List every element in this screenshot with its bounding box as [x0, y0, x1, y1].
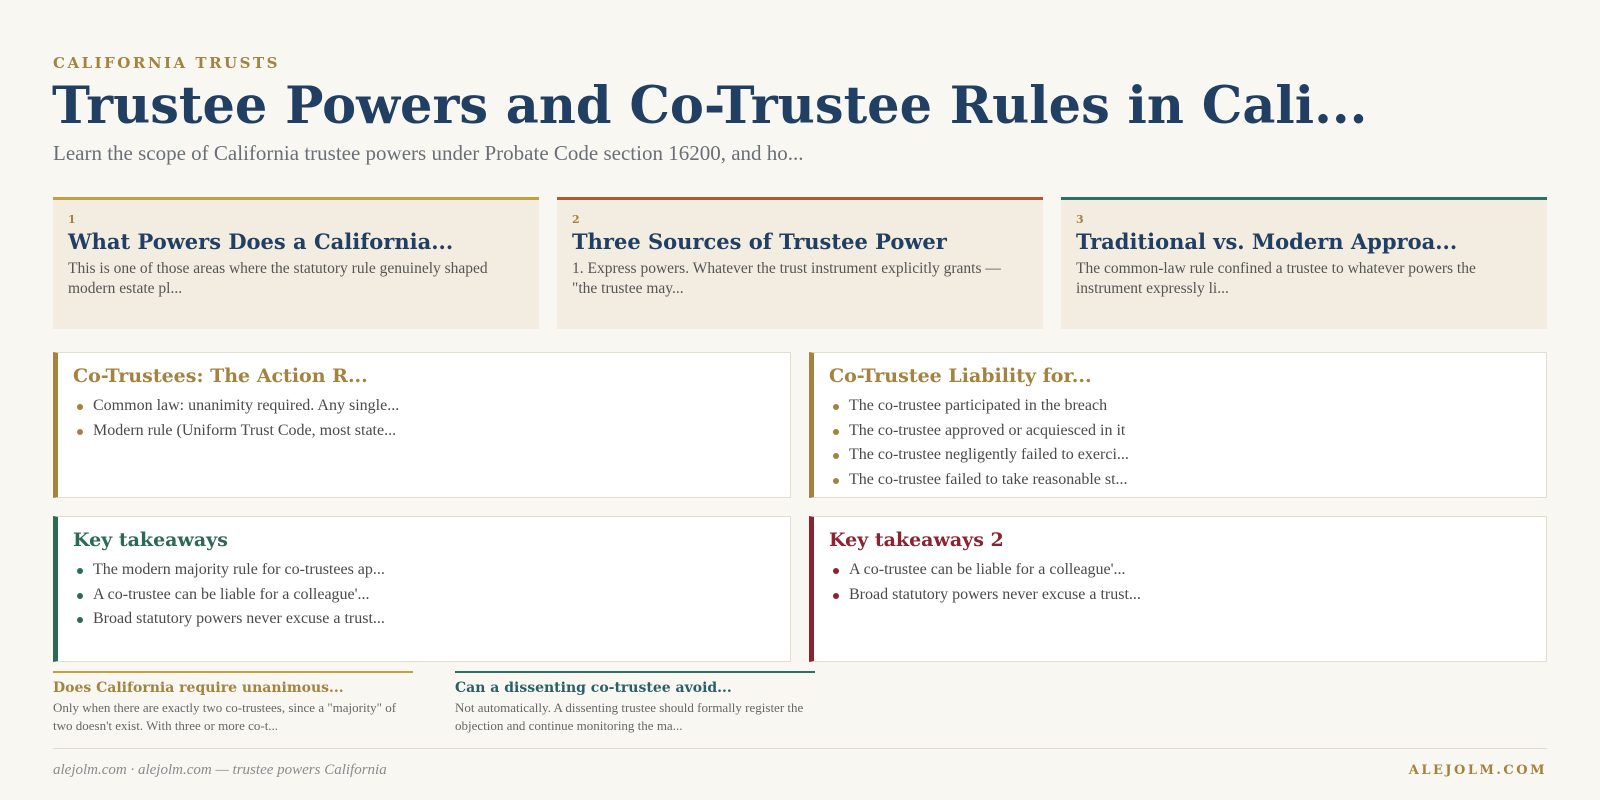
bullet-icon — [77, 593, 83, 599]
list-item-text: Modern rule (Uniform Trust Code, most state... — [93, 421, 397, 439]
card-text: This is one of those areas where the statutory rule genuinely shaped modern estate pl... — [68, 260, 488, 297]
card-title: What Powers Does a California... — [68, 229, 454, 254]
bullet-icon — [77, 429, 83, 435]
list-item-text: Broad statutory powers never excuse a trust... — [849, 585, 1141, 603]
list-item — [829, 468, 1531, 493]
list-item — [73, 394, 775, 419]
faq-answer: Only when there are exactly two co-trustees, since a "majority" of two doesn't exist. With three or more co-t... — [53, 700, 397, 733]
card-text: 1. Express powers. Whatever the trust instrument explicitly grants — "the trustee may... — [572, 260, 1001, 297]
panel-co-trustee-action-rule — [53, 352, 791, 498]
bullet-icon — [77, 404, 83, 410]
card-1 — [53, 197, 539, 329]
list-item-text: Broad statutory powers never excuse a trust... — [93, 610, 385, 627]
list-item — [73, 607, 775, 632]
list-item-text: Common law: unanimity required. Any single... — [93, 397, 400, 414]
card-title: Traditional vs. Modern Approa... — [1076, 229, 1458, 254]
list-item — [829, 583, 1531, 608]
bullet-icon — [833, 593, 839, 599]
bullet-icon — [833, 453, 839, 459]
page-subtitle: Learn the scope of California trustee powers under Probate Code section 16200, and ho... — [53, 141, 804, 165]
panel-title: Key takeaways 2 — [829, 529, 1004, 551]
card-3 — [1061, 197, 1547, 329]
list-item — [829, 558, 1531, 583]
bullet-icon — [833, 404, 839, 410]
list-item-text: A co-trustee can be liable for a colleague'... — [849, 561, 1126, 578]
bullet-icon — [833, 568, 839, 574]
list-item — [73, 558, 775, 583]
card-text: The common-law rule confined a trustee to whatever powers the instrument expressly li... — [1076, 260, 1476, 297]
bullet-icon — [77, 617, 83, 623]
footer-source: alejolm.com · alejolm.com — trustee powers California — [53, 762, 387, 778]
list-item-text: A co-trustee can be liable for a colleague'... — [93, 585, 370, 603]
page-title: Trustee Powers and Co-Trustee Rules in Cali... — [52, 76, 1368, 136]
faq-unanimous — [53, 671, 413, 734]
list-item-text: The co-trustee failed to take reasonable st... — [849, 470, 1128, 488]
panel-list — [829, 558, 1531, 607]
card-title: Three Sources of Trustee Power — [572, 229, 947, 254]
faq-answer: Not automatically. A dissenting trustee should formally register the objection and continue monitoring the ma... — [455, 700, 804, 733]
kicker: CALIFORNIA TRUSTS — [53, 54, 280, 72]
footer-brand: ALEJOLM.COM — [1408, 763, 1547, 778]
list-item-text: The co-trustee approved or acquiesced in it — [849, 421, 1126, 439]
faq-question: Does California require unanimous... — [53, 680, 344, 696]
faq-dissenting — [455, 671, 815, 734]
bullet-icon — [833, 478, 839, 484]
panel-title: Co-Trustee Liability for... — [829, 365, 1092, 387]
list-item — [73, 419, 775, 444]
card-number: 3 — [1076, 213, 1084, 226]
panel-co-trustee-liability — [809, 352, 1547, 498]
list-item — [829, 419, 1531, 444]
list-item-text: The co-trustee participated in the breach — [849, 397, 1108, 414]
list-item — [829, 394, 1531, 419]
bullet-icon — [77, 568, 83, 574]
list-item — [829, 443, 1531, 468]
panel-list — [73, 394, 775, 443]
panel-list — [73, 558, 775, 632]
card-2 — [557, 197, 1043, 329]
panel-title: Co-Trustees: The Action R... — [73, 365, 368, 387]
list-item-text: The modern majority rule for co-trustees ap... — [93, 561, 385, 578]
list-item-text: The co-trustee negligently failed to exerci... — [849, 446, 1129, 463]
panel-key-takeaways — [53, 516, 791, 662]
panel-title: Key takeaways — [73, 529, 228, 551]
footer-divider — [53, 748, 1547, 749]
bullet-icon — [833, 429, 839, 435]
card-number: 1 — [68, 213, 76, 226]
panel-list — [829, 394, 1531, 492]
faq-question: Can a dissenting co-trustee avoid... — [455, 680, 732, 696]
card-number: 2 — [572, 213, 580, 226]
panel-key-takeaways-2 — [809, 516, 1547, 662]
list-item — [73, 583, 775, 608]
